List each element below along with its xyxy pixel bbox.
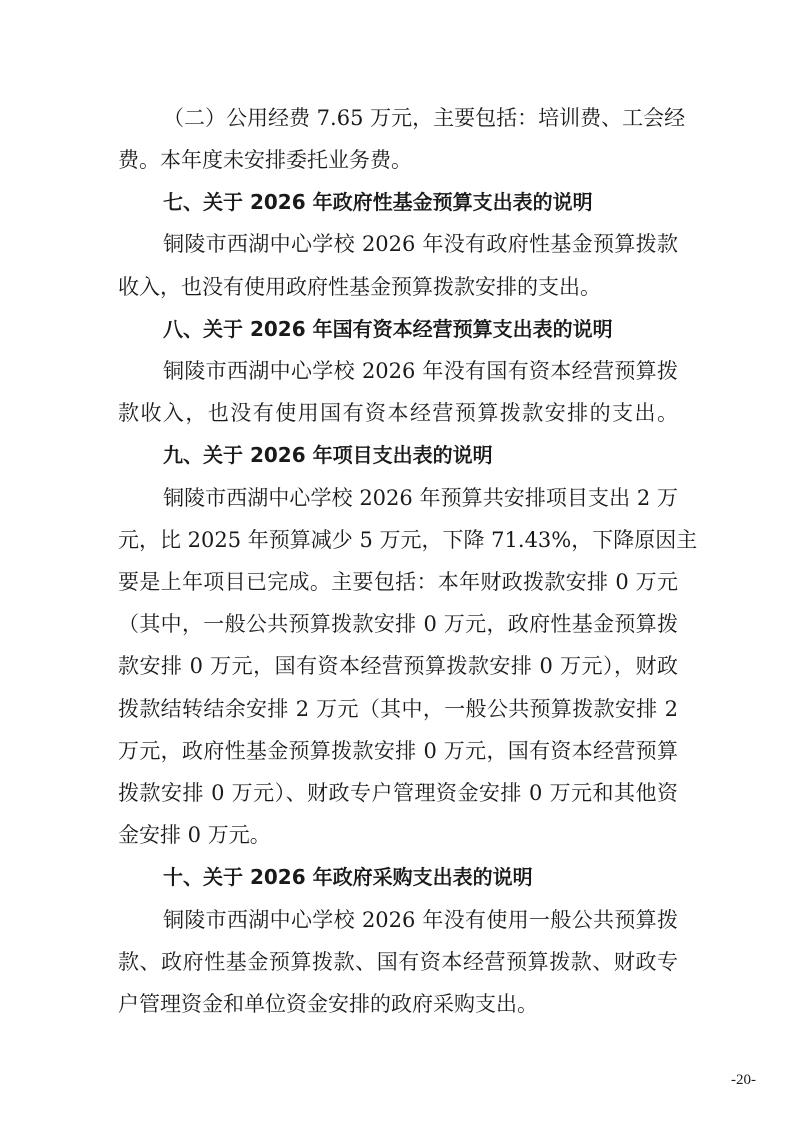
paragraph-line: 款收入，也没有使用国有资本经营预算拨款安排的支出。 bbox=[118, 401, 678, 425]
paragraph-line: 拨款安排 0 万元）、财政专户管理资金安排 0 万元和其他资 bbox=[118, 781, 678, 805]
paragraph-line: 费。本年度未安排委托业务费。 bbox=[118, 148, 412, 172]
paragraph-line: 铜陵市西湖中心学校 2026 年没有政府性基金预算拨款 bbox=[163, 232, 678, 256]
paragraph-line: 款安排 0 万元，国有资本经营预算拨款安排 0 万元），财政 bbox=[118, 654, 678, 678]
paragraph-line: 收入，也没有使用政府性基金预算拨款安排的支出。 bbox=[118, 275, 601, 299]
paragraph-line: 铜陵市西湖中心学校 2026 年没有国有资本经营预算拨 bbox=[163, 359, 678, 383]
paragraph-line: （其中，一般公共预算拨款安排 0 万元，政府性基金预算拨 bbox=[118, 612, 678, 636]
section-heading: 十、关于 2026 年政府采购支出表的说明 bbox=[163, 865, 533, 889]
paragraph-line: 铜陵市西湖中心学校 2026 年没有使用一般公共预算拨 bbox=[163, 908, 678, 932]
paragraph-line: 元，比 2025 年预算减少 5 万元，下降 71.43%，下降原因主 bbox=[118, 528, 698, 552]
paragraph-line: 款、政府性基金预算拨款、国有资本经营预算拨款、财政专 bbox=[118, 950, 678, 974]
paragraph-line: 要是上年项目已完成。主要包括：本年财政拨款安排 0 万元 bbox=[118, 570, 678, 594]
page-number: -20- bbox=[731, 1072, 756, 1088]
section-heading: 八、关于 2026 年国有资本经营预算支出表的说明 bbox=[163, 317, 613, 341]
paragraph-line: 万元，政府性基金预算拨款安排 0 万元，国有资本经营预算 bbox=[118, 739, 678, 763]
section-heading: 九、关于 2026 年项目支出表的说明 bbox=[163, 443, 493, 467]
paragraph-line: 金安排 0 万元。 bbox=[118, 823, 271, 847]
paragraph-line: 铜陵市西湖中心学校 2026 年预算共安排项目支出 2 万 bbox=[163, 486, 678, 510]
section-heading: 七、关于 2026 年政府性基金预算支出表的说明 bbox=[163, 190, 593, 214]
paragraph-line: 拨款结转结余安排 2 万元（其中，一般公共预算拨款安排 2 bbox=[118, 697, 678, 721]
paragraph-line: 户管理资金和单位资金安排的政府采购支出。 bbox=[118, 992, 538, 1016]
paragraph-line: （二）公用经费 7.65 万元，主要包括：培训费、工会经 bbox=[163, 106, 686, 130]
